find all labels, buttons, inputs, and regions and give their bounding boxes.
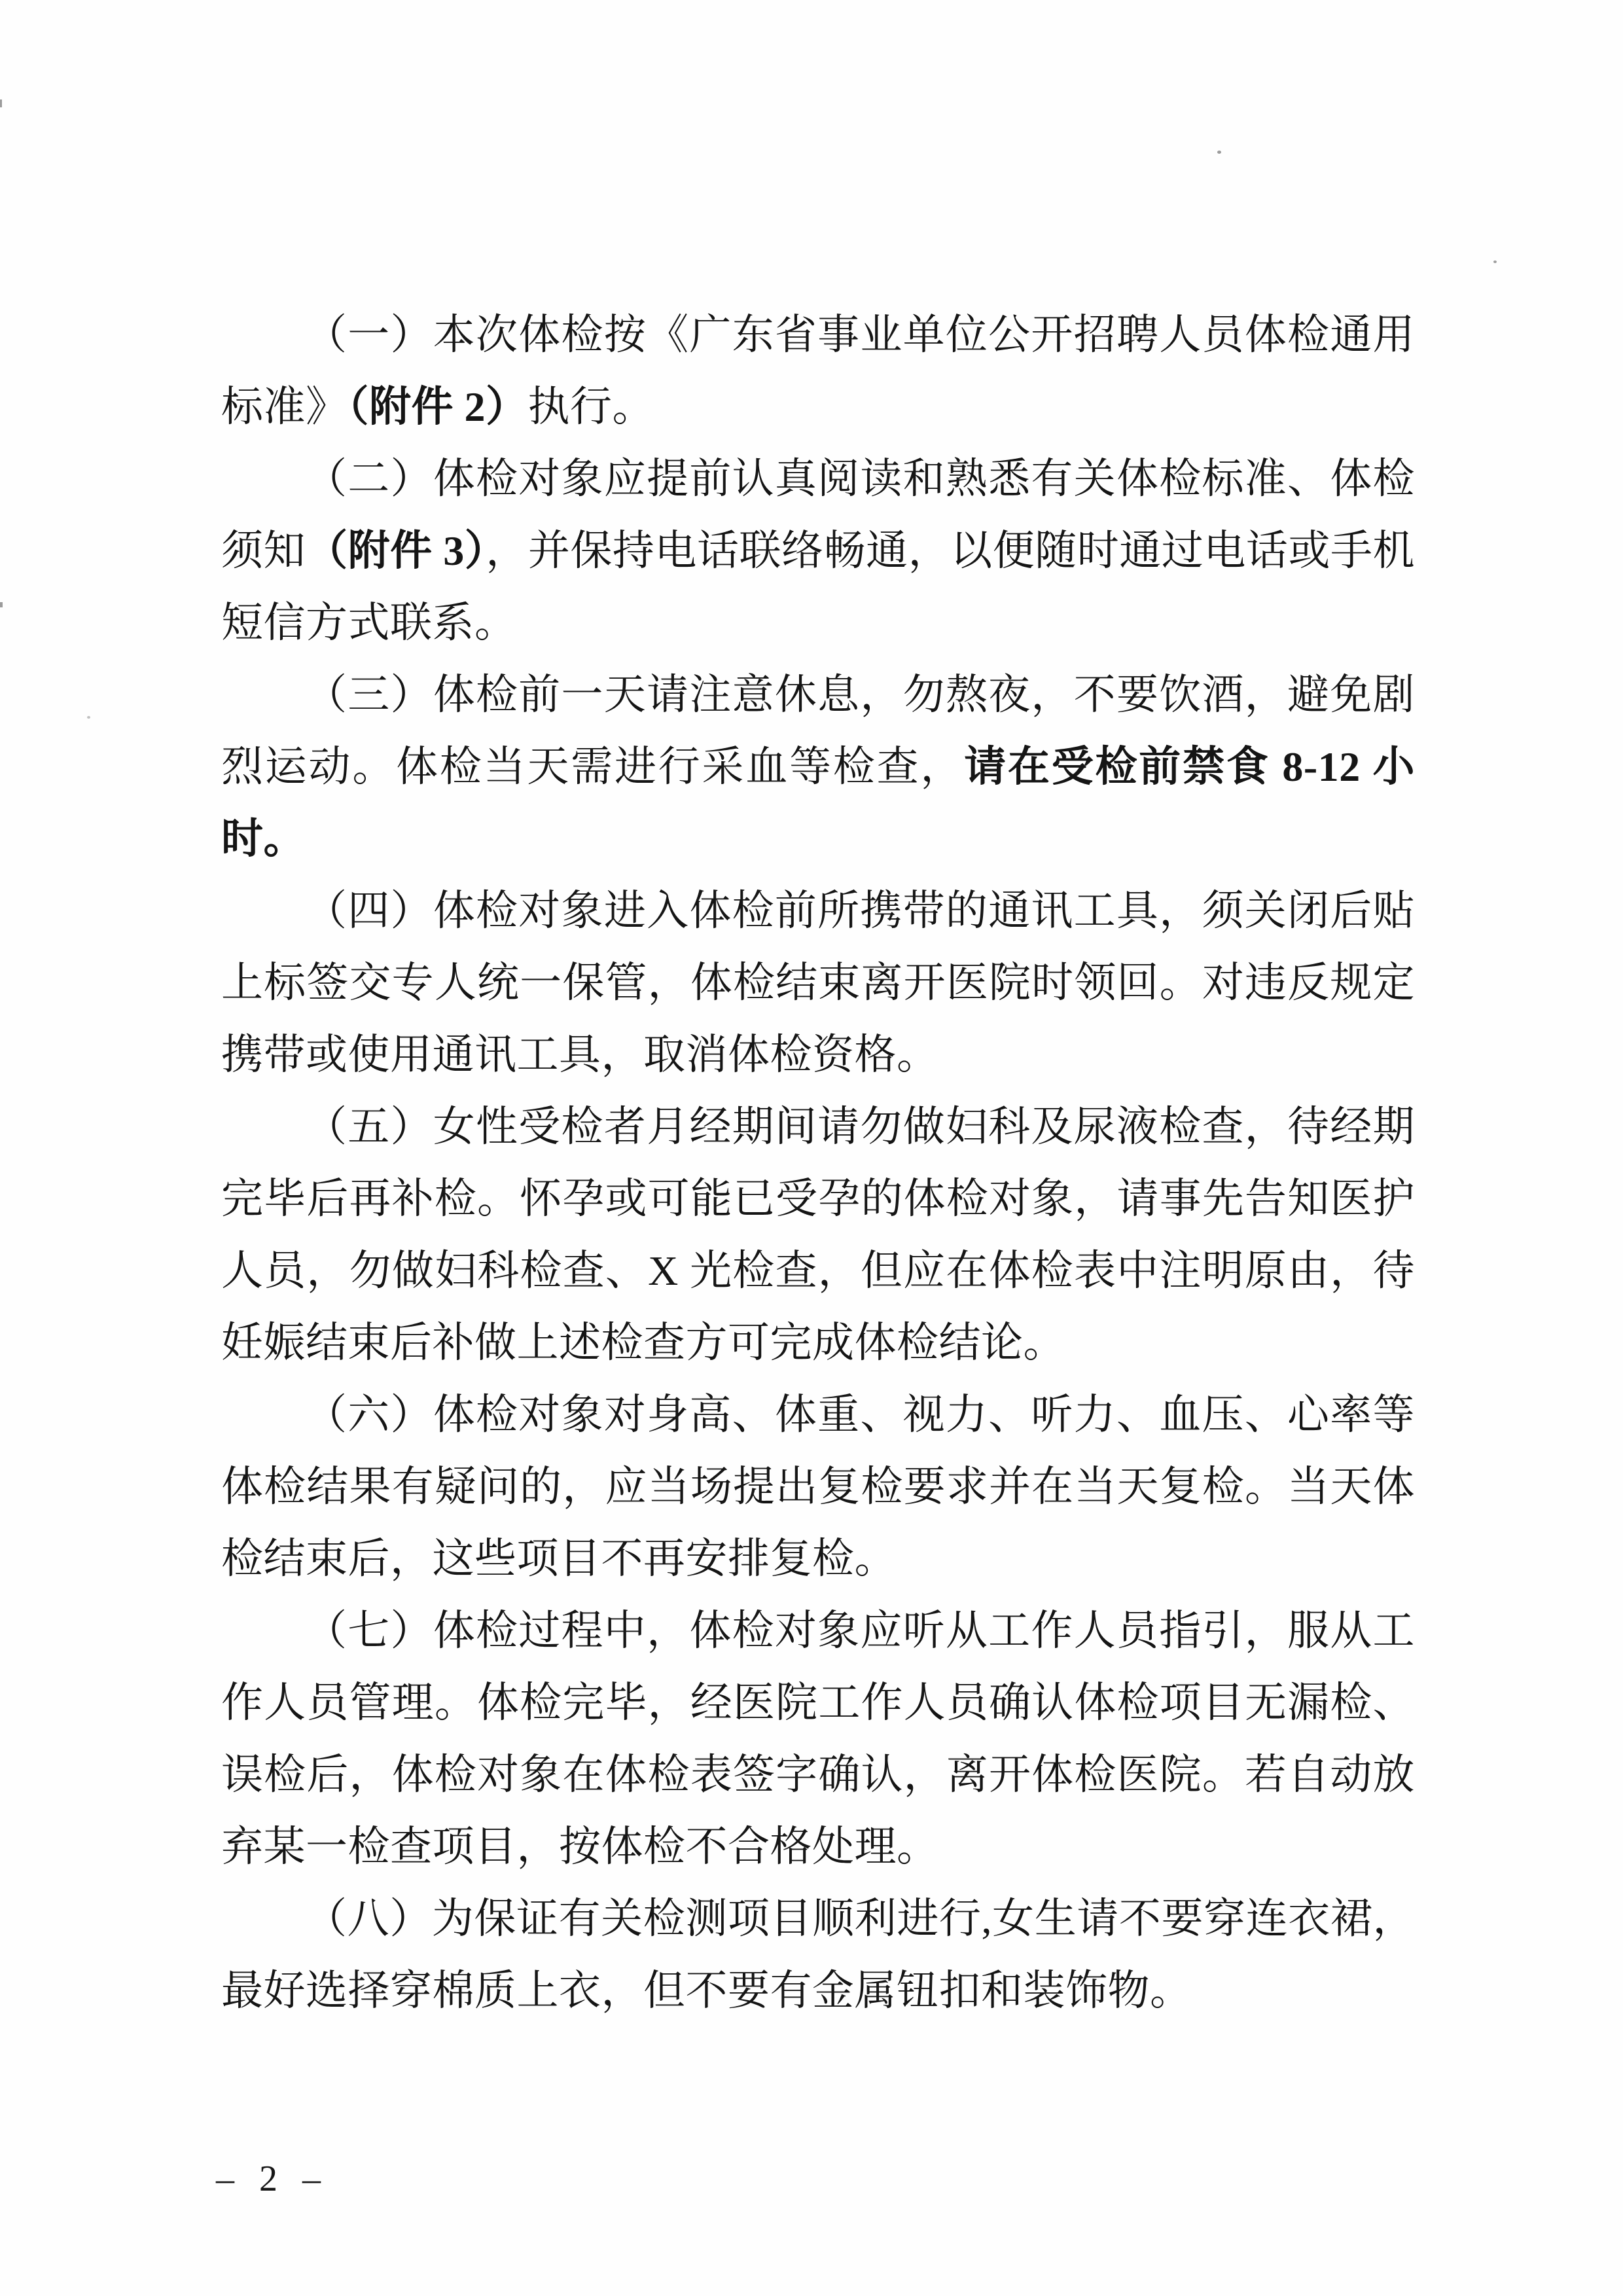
- paragraph: [221, 299, 1415, 443]
- text-run: （五）女性受检者月经期间请勿做妇科及尿液检查，待经期完毕后再补检。怀孕或可能已受孕的体检对象，请事先告知医护人员，勿做妇科检查、X 光检查，但应在体检表中注明原由，待妊娠结束后补做上述检查方可完成体检结论。: [221, 1103, 1415, 1366]
- emphasis-run: （附件 3）: [306, 528, 486, 574]
- paragraph: [221, 875, 1415, 1091]
- scan-speck: [87, 716, 90, 719]
- paragraph: [221, 443, 1415, 659]
- body-text: [221, 299, 1415, 2027]
- text-run: （七）体检过程中，体检对象应听从工作人员指引，服从工作人员管理。体检完毕，经医院工作人员确认体检项目无漏检、误检后，体检对象在体检表签字确认，离开体检医院。若自动放弃某一检查项目，按体检不合格处理。: [221, 1607, 1415, 1870]
- text-run: （八）为保证有关检测项目顺利进行,女生请不要穿连衣裙，最好选择穿棉质上衣，但不要有金属钮扣和装饰物。: [221, 1895, 1415, 2014]
- text-run: （一）本次体检按《广东省事业单位公开招聘人员体检通用标准》: [221, 312, 1415, 430]
- page-number: – 2 –: [216, 2159, 329, 2199]
- scan-speck: [0, 99, 2, 107]
- scan-speck: [1217, 151, 1221, 154]
- text-run: ，并保持电话联络畅通，以便随时通过电话或手机短信方式联系。: [221, 528, 1416, 646]
- paragraph: [221, 659, 1415, 875]
- emphasis-run: 请在受检前禁食 8-12 小时。: [221, 744, 1416, 862]
- text-run: （三）体检前一天请注意休息，勿熬夜，不要饮酒，避免剧烈运动。体检当天需进行采血等检查，: [221, 672, 1415, 790]
- scan-speck: [1493, 260, 1497, 263]
- emphasis-run: （附件 2）: [348, 384, 528, 430]
- paragraph: [221, 1091, 1415, 1379]
- paragraph: [221, 1379, 1415, 1595]
- text-run: （六）体检对象对身高、体重、视力、听力、血压、心率等体检结果有疑问的，应当场提出复检要求并在当天复检。当天体检结束后，这些项目不再安排复检。: [221, 1391, 1415, 1582]
- text-run: 执行。: [527, 384, 654, 430]
- text-run: （二）体检对象应提前认真阅读和熟悉有关体检标准、体检须知: [221, 456, 1415, 574]
- paragraph: [221, 1883, 1415, 2027]
- scan-speck: [0, 602, 3, 607]
- text-run: （四）体检对象进入体检前所携带的通讯工具，须关闭后贴上标签交专人统一保管，体检结束离开医院时领回。对违反规定携带或使用通讯工具，取消体检资格。: [221, 888, 1415, 1078]
- paragraph: [221, 1595, 1415, 1883]
